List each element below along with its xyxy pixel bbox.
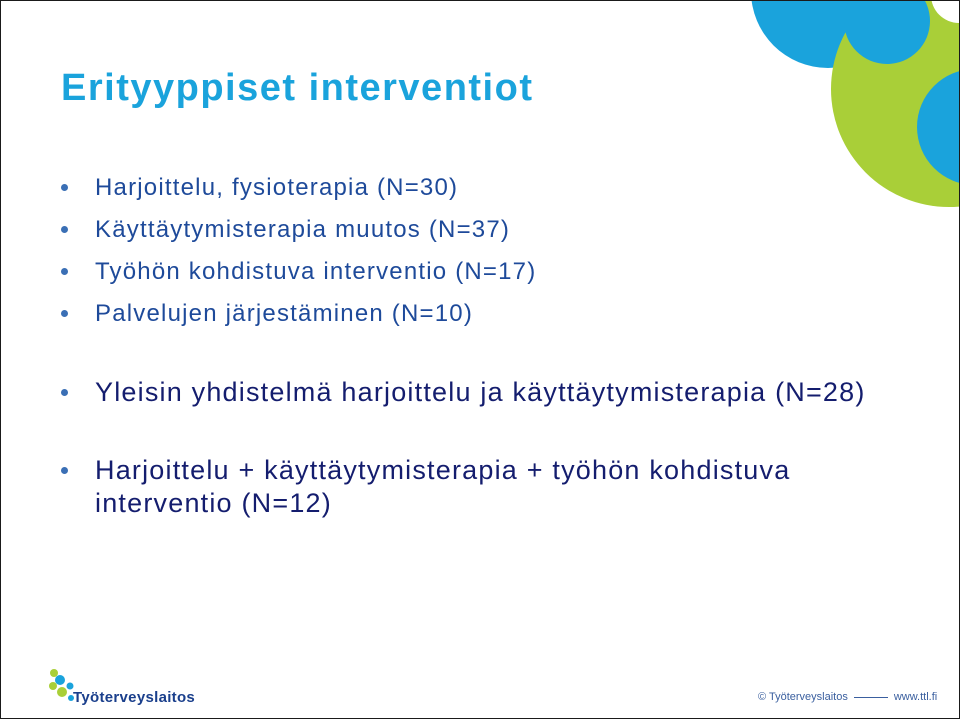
bullet-list [59, 167, 919, 520]
footer [758, 691, 937, 703]
footer-copyright: © Työterveyslaitos [758, 691, 848, 703]
bullet-text: Harjoittelu, fysioterapia (N=30) [95, 174, 459, 201]
bullet-item [59, 376, 919, 409]
bullet-item [59, 209, 919, 251]
bullet-text: Yleisin yhdistelmä harjoittelu ja käyttäytymisterapia (N=28) [95, 377, 866, 407]
bullet-text: Työhön kohdistuva interventio (N=17) [95, 258, 537, 285]
footer-website: www.ttl.fi [893, 691, 938, 703]
bullet-dot [61, 389, 68, 396]
bullet-dot [61, 467, 68, 474]
logo-text: Työterveyslaitos [73, 689, 196, 706]
bullet-text: Harjoittelu + käyttäytymisterapia + työhön kohdistuva interventio (N=12) [95, 455, 791, 518]
bullet-text: Palvelujen järjestäminen (N=10) [95, 300, 474, 327]
bullet-text: Käyttäytymisterapia muutos (N=37) [95, 216, 511, 243]
ttl-logo [45, 665, 196, 711]
footer-separator [854, 697, 888, 698]
bullet-item [59, 251, 919, 293]
bullet-item [59, 293, 919, 335]
bullet-dot [61, 226, 68, 233]
slide-title: Erityyppiset interventiot [61, 67, 534, 109]
bullet-item [59, 454, 919, 520]
bullet-dot [61, 184, 68, 191]
bullet-dot [61, 268, 68, 275]
bullet-item [59, 167, 919, 209]
bullet-dot [61, 310, 68, 317]
